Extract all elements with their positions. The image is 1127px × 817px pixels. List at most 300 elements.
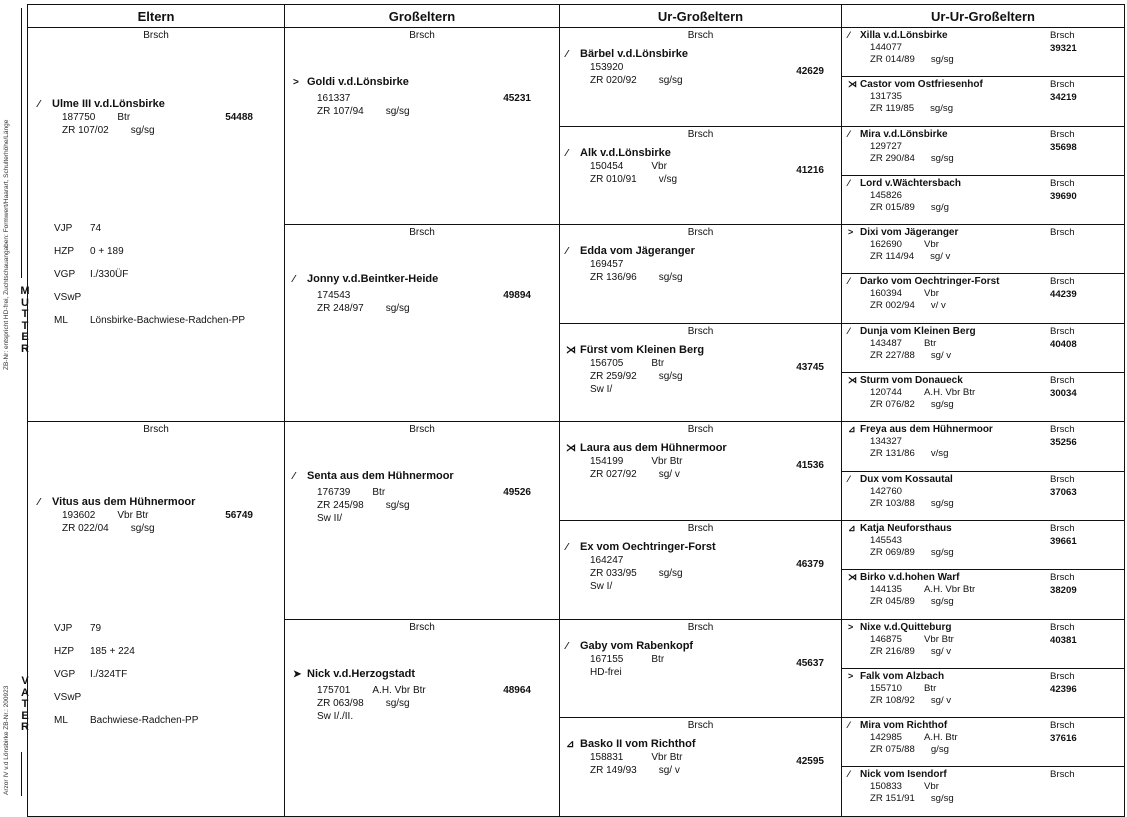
zr-number: ZR 103/88: [870, 497, 915, 509]
hd-free-line: HD-frei: [590, 666, 622, 678]
vertical-letter: T: [21, 319, 29, 332]
grandparent-card[interactable]: [285, 28, 559, 221]
reg-number: 154199: [590, 456, 624, 468]
mother-tick: [21, 8, 22, 278]
extra: Vbr: [924, 239, 939, 251]
great-grandparent-card[interactable]: [560, 225, 841, 322]
reg-number: 146875: [870, 633, 903, 645]
hd-number: 38209: [1050, 585, 1077, 597]
vertical-letter: T: [21, 308, 29, 320]
sw-line: Sw I/: [590, 383, 613, 395]
grandparent-cell: [285, 28, 560, 225]
sex-mark-icon: ⁄: [848, 325, 850, 336]
hd-number: 49526: [503, 487, 531, 499]
hd-number: 41216: [796, 164, 824, 176]
dog-name: Xilla v.d.Lönsbirke: [860, 30, 948, 41]
zr-number: ZR 227/88: [870, 349, 915, 361]
dog-name: Ulme III v.d.Lönsbirke: [52, 98, 165, 110]
zr-number: ZR 114/94: [870, 251, 915, 263]
sex-mark-icon: ⁄: [566, 541, 568, 553]
coat: sg/sg: [930, 399, 954, 411]
coat: sg/sg: [385, 697, 410, 709]
dog-name: Darko vom Oechtringer-Forst: [860, 276, 1000, 288]
hd-number: 42396: [1050, 683, 1077, 695]
coat: sg/ v: [930, 645, 952, 657]
reg-number: 158831: [590, 752, 624, 764]
reg-number: 145826: [870, 189, 903, 201]
reg-number: 144077: [870, 42, 903, 53]
dog-name: Vitus aus dem Hühnermoor: [52, 496, 196, 509]
sex-mark-icon: >: [293, 77, 299, 88]
dog-name: Freya aus dem Hühnermoor: [860, 424, 993, 436]
great-great-grandparent-cell: [842, 718, 1125, 767]
exam-key: VGP: [54, 669, 76, 681]
hd-number: 40381: [1050, 634, 1077, 646]
extra: Btr: [651, 653, 665, 665]
hd-number: 42629: [796, 66, 824, 77]
great-great-grandparent-cell: [842, 570, 1125, 619]
coat: sg/sg: [930, 103, 954, 115]
coat: sg/sg: [385, 106, 410, 117]
zr-number: ZR 076/82: [870, 399, 915, 411]
great-grandparent-card[interactable]: [560, 521, 841, 618]
hd-number: 56749: [225, 510, 253, 522]
sex-mark-icon: ⋊: [566, 344, 576, 356]
coat: sg/sg: [930, 497, 954, 509]
breed-label: Brsch: [687, 424, 714, 436]
breed-label: Brsch: [409, 30, 435, 41]
great-grandparent-card[interactable]: [560, 127, 841, 224]
great-grandparent-cell: [560, 28, 842, 127]
great-great-grandparent-card[interactable]: [842, 77, 1124, 125]
exam-key: ML: [54, 715, 68, 727]
hd-number: 35698: [1050, 141, 1077, 153]
breed-label: Brsch: [687, 227, 714, 239]
exam-key: VJP: [54, 223, 73, 234]
hd-number: 43745: [796, 361, 824, 373]
zr-number: ZR 107/94: [317, 106, 364, 117]
sex-mark-icon: >: [848, 670, 854, 681]
vertical-letter: E: [21, 709, 29, 722]
reg-number: 193602: [62, 510, 96, 522]
zr-number: ZR 002/94: [870, 300, 915, 312]
breed-label: Brsch: [1050, 30, 1075, 41]
dog-entry: [566, 640, 828, 679]
coat: sg/ v: [930, 349, 952, 361]
dog-entry: [566, 146, 828, 185]
hd-number: 49894: [503, 290, 531, 302]
father-tick: [21, 752, 22, 796]
breed-label: Brsch: [1050, 177, 1075, 189]
zr-number: ZR 069/89: [870, 546, 915, 558]
sex-mark-icon: ⁄: [293, 471, 295, 483]
reg-number: 176739: [317, 487, 351, 499]
grandparent-cell: [285, 225, 560, 422]
reg-number: 144135: [870, 584, 903, 596]
dog-name: Dixi vom Jägeranger: [860, 227, 959, 239]
reg-number: 156705: [590, 357, 624, 369]
exam-line: [54, 618, 101, 639]
zr-number: ZR 022/04: [62, 523, 109, 535]
exam-block: [54, 218, 279, 333]
hd-number: 45231: [503, 93, 531, 104]
reg-number: 150454: [590, 160, 624, 172]
great-great-grandparent-card[interactable]: [842, 127, 1124, 175]
sex-mark-icon: ⁄: [566, 246, 568, 258]
parent-card[interactable]: [28, 28, 284, 414]
breed-label: Brsch: [143, 424, 169, 436]
coat: sg/ v: [658, 469, 680, 481]
breed-label: Brsch: [687, 522, 714, 534]
great-great-grandparent-cell: [842, 28, 1125, 77]
breed-label: Brsch: [1050, 325, 1075, 337]
dog-entry: [566, 48, 828, 86]
breed-label: Brsch: [1050, 128, 1075, 140]
coat: sg/sg: [385, 303, 410, 315]
hd-number: 37063: [1050, 486, 1077, 498]
dog-name: Nick vom Isendorf: [860, 769, 947, 781]
dog-name: Dux vom Kossautal: [860, 473, 953, 485]
breed-label: Brsch: [409, 227, 435, 239]
extra: Vbr Btr: [651, 456, 683, 468]
great-great-grandparent-card[interactable]: [842, 620, 1124, 668]
exam-key: VSwP: [54, 692, 82, 704]
sex-mark-icon: ⁄: [848, 30, 850, 40]
dog-entry: [293, 668, 543, 723]
dog-name: Sturm vom Donaueck: [860, 375, 963, 387]
extra: Btr: [924, 682, 937, 694]
dog-name: Birko v.d.hohen Warf: [860, 572, 960, 584]
sex-mark-icon: ⁄: [848, 720, 850, 731]
coat: sg/sg: [930, 793, 954, 805]
coat: sg/sg: [385, 500, 410, 512]
reg-number: 174543: [317, 290, 351, 302]
exam-line: [54, 687, 90, 708]
dog-entry: [293, 273, 543, 315]
father-note-text: Arzor IV v.d Lönsbirke ZB-Nr.: 200923: [3, 685, 10, 795]
exam-key: ML: [54, 315, 68, 326]
reg-number: 162690: [870, 239, 903, 251]
mother-note-text: ZB-Nr: entspricht HD-frei, Zuchtschauangaben: Formwert/Haarart, Schulterhöhe/Länge: [3, 119, 10, 370]
exam-value: I./330ÜF: [90, 269, 129, 280]
hd-number: 34219: [1050, 92, 1077, 104]
sex-mark-icon: >: [848, 621, 854, 632]
zr-number: ZR 119/85: [870, 103, 915, 115]
dog-name: Nick v.d.Herzogstadt: [307, 667, 415, 680]
breed-label: Brsch: [1050, 227, 1075, 239]
great-great-grandparent-card[interactable]: [842, 718, 1124, 766]
exam-key: HZP: [54, 246, 74, 257]
parent-card[interactable]: [28, 422, 284, 808]
sex-mark-icon: ⋊: [848, 375, 857, 386]
great-great-grandparent-card[interactable]: [842, 176, 1124, 224]
side-note-father: [0, 410, 22, 796]
exam-line: [54, 664, 127, 685]
sw-line: Sw I/: [590, 580, 613, 592]
dog-entry: [566, 245, 828, 284]
great-great-grandparent-card[interactable]: [842, 28, 1124, 76]
great-great-grandparent-cell: [842, 619, 1125, 668]
great-grandparent-card[interactable]: [560, 620, 841, 717]
extra: Btr: [117, 112, 131, 123]
exam-line: [54, 710, 198, 731]
hd-number: 30034: [1050, 388, 1077, 400]
coat: sg/sg: [658, 75, 683, 86]
breed-label: Brsch: [687, 621, 714, 633]
great-great-grandparent-cell: [842, 175, 1125, 224]
coat: sg/sg: [930, 546, 954, 558]
dog-name: Dunja vom Kleinen Berg: [860, 325, 976, 337]
great-grandparent-cell: [560, 422, 842, 521]
great-great-grandparent-card[interactable]: [842, 274, 1124, 322]
dog-name: Katja Neuforsthaus: [860, 522, 952, 534]
coat: sg/sg: [658, 272, 683, 284]
header-row: [28, 5, 1125, 28]
extra: Vbr: [924, 288, 939, 300]
sex-mark-icon: ⋊: [566, 443, 576, 455]
great-grandparent-cell: [560, 126, 842, 225]
reg-number: 161337: [317, 93, 351, 104]
great-grandparent-cell: [560, 619, 842, 718]
dog-name: Nixe v.d.Quitteburg: [860, 621, 952, 633]
breed-label: Brsch: [1050, 572, 1075, 584]
exam-key: VSwP: [54, 292, 82, 303]
great-great-grandparent-cell: [842, 422, 1125, 471]
great-great-grandparent-card[interactable]: [842, 669, 1124, 717]
great-great-grandparent-card[interactable]: [842, 521, 1124, 569]
great-great-grandparent-cell: [842, 323, 1125, 372]
exam-value: Lönsbirke-Bachwiese-Radchen-PP: [90, 315, 246, 326]
breed-label: Brsch: [143, 30, 169, 41]
sex-mark-icon: ⊿: [566, 739, 575, 751]
dog-name: Ex vom Oechtringer-Forst: [580, 540, 716, 553]
extra: Vbr: [651, 160, 667, 172]
extra: A.H. Vbr Btr: [924, 584, 976, 596]
extra: Btr: [651, 357, 665, 369]
reg-number: 175701: [317, 684, 351, 696]
great-great-grandparent-cell: [842, 77, 1125, 126]
header-eltern: Eltern: [28, 5, 285, 28]
breed-label: Brsch: [409, 621, 435, 633]
reg-number: 120744: [870, 387, 903, 399]
sex-mark-icon: ⁄: [848, 128, 850, 139]
sex-mark-icon: ⁄: [38, 99, 40, 110]
great-great-grandparent-cell: [842, 274, 1125, 323]
dog-entry: [293, 76, 543, 118]
dog-name: Goldi v.d.Lönsbirke: [307, 76, 409, 88]
reg-number: 142985: [870, 732, 903, 744]
vertical-letter: R: [21, 342, 29, 355]
coat: sg/ v: [930, 694, 952, 706]
grandparent-card[interactable]: [285, 225, 559, 418]
great-great-grandparent-card[interactable]: [842, 422, 1124, 470]
extra: Btr: [372, 487, 386, 499]
reg-number: 160394: [870, 288, 903, 300]
zr-number: ZR 149/93: [590, 765, 637, 777]
zr-number: ZR 259/92: [590, 370, 637, 382]
header-urgrosseltern: Ur-Großeltern: [560, 5, 842, 28]
dog-name: Falk vom Alzbach: [860, 670, 945, 682]
sex-mark-icon: ⁄: [848, 276, 850, 287]
zr-number: ZR 075/88: [870, 744, 915, 756]
vertical-letter: V: [21, 675, 29, 687]
exam-line: [54, 641, 135, 662]
zr-number: ZR 151/91: [870, 793, 915, 805]
reg-number: 134327: [870, 436, 903, 448]
reg-number: 145543: [870, 534, 903, 546]
breed-label: Brsch: [1050, 720, 1075, 732]
dog-name: Alk v.d.Lönsbirke: [580, 146, 671, 159]
breed-label: Brsch: [1050, 522, 1075, 534]
great-great-grandparent-card[interactable]: [842, 570, 1124, 618]
zr-number: ZR 014/89: [870, 54, 915, 65]
grandparent-card[interactable]: [285, 620, 559, 813]
zr-number: ZR 290/84: [870, 152, 915, 164]
sex-mark-icon: ⋊: [848, 79, 857, 90]
sex-mark-icon: ⁄: [293, 274, 295, 286]
coat: sg/sg: [930, 152, 954, 164]
great-great-grandparent-cell: [842, 225, 1125, 274]
breed-label: Brsch: [687, 325, 714, 337]
extra: A.H. Vbr Btr: [924, 387, 976, 399]
zr-number: ZR 010/91: [590, 173, 637, 185]
dog-name: Gaby vom Rabenkopf: [580, 639, 694, 652]
zr-number: ZR 131/86: [870, 448, 915, 460]
breed-label: Brsch: [687, 128, 714, 140]
extra: Vbr Btr: [117, 510, 149, 522]
exam-value: 0 + 189: [90, 246, 124, 257]
extra: Vbr Btr: [651, 752, 683, 764]
great-grandparent-card[interactable]: [560, 422, 841, 519]
great-great-grandparent-card[interactable]: [842, 472, 1124, 520]
great-grandparent-card[interactable]: [560, 324, 841, 421]
hd-number: 39321: [1050, 43, 1077, 54]
dog-entry: [293, 470, 543, 525]
great-grandparent-card[interactable]: [560, 718, 841, 815]
sex-mark-icon: ⁄: [848, 473, 850, 484]
coat: sg/sg: [658, 370, 683, 382]
great-great-grandparent-cell: [842, 373, 1125, 422]
pedigree-row: [28, 28, 1125, 77]
sex-mark-icon: ⁄: [848, 769, 850, 780]
breed-label: Brsch: [1050, 670, 1075, 682]
zr-number: ZR 108/92: [870, 694, 915, 706]
exam-block: [54, 618, 279, 733]
reg-number: 129727: [870, 140, 903, 152]
hd-number: 45637: [796, 657, 824, 669]
breed-label: Brsch: [1050, 276, 1075, 288]
hd-number: 44239: [1050, 289, 1077, 301]
great-great-grandparent-card[interactable]: [842, 373, 1124, 421]
dog-entry: [38, 98, 273, 137]
great-great-grandparent-cell: [842, 471, 1125, 520]
great-great-grandparent-cell: [842, 520, 1125, 569]
breed-label: Brsch: [1050, 424, 1075, 436]
great-great-grandparent-card[interactable]: [842, 324, 1124, 372]
vertical-letter: R: [21, 721, 29, 733]
exam-line: [54, 287, 90, 308]
zr-number: ZR 245/98: [317, 500, 364, 512]
hd-number: 48964: [503, 684, 531, 696]
parent-cell: [28, 28, 285, 422]
zr-number: ZR 107/02: [62, 125, 109, 136]
coat: sg/sg: [130, 125, 155, 136]
exam-line: [54, 241, 124, 262]
coat: sg/ v: [930, 251, 951, 263]
great-great-grandparent-card[interactable]: [842, 225, 1124, 273]
hd-number: 39690: [1050, 190, 1077, 202]
sex-mark-icon: ⁄: [566, 49, 568, 60]
great-grandparent-card[interactable]: [560, 28, 841, 125]
dog-entry: [566, 343, 828, 395]
exam-value: 74: [90, 223, 102, 234]
great-great-grandparent-card[interactable]: [842, 767, 1124, 815]
exam-line: [54, 264, 128, 285]
extra: Vbr: [924, 781, 939, 793]
dog-name: Laura aus dem Hühnermoor: [580, 442, 727, 455]
great-grandparent-cell: [560, 225, 842, 324]
coat: v/sg: [930, 448, 949, 460]
exam-key: VJP: [54, 623, 73, 635]
great-grandparent-cell: [560, 323, 842, 422]
reg-number: 155710: [870, 682, 903, 694]
zr-number: ZR 020/92: [590, 75, 637, 86]
zr-number: ZR 045/89: [870, 596, 915, 608]
exam-line: [54, 310, 245, 331]
dog-name: Senta aus dem Hühnermoor: [307, 470, 454, 483]
reg-number: 187750: [62, 112, 96, 123]
sex-mark-icon: ⁄: [848, 177, 850, 188]
exam-line: [54, 218, 101, 239]
great-grandparent-cell: [560, 520, 842, 619]
sex-mark-icon: ⊿: [848, 522, 856, 533]
dog-name: Bärbel v.d.Lönsbirke: [580, 48, 688, 60]
header-grosseltern: Großeltern: [285, 5, 560, 28]
dog-entry: [566, 738, 828, 777]
vertical-letter: E: [21, 331, 29, 343]
hd-number: 40408: [1050, 338, 1077, 350]
zr-number: ZR 015/89: [870, 201, 915, 213]
coat: v/sg: [658, 173, 678, 185]
vertical-letter: T: [21, 698, 29, 710]
great-grandparent-cell: [560, 718, 842, 817]
sex-mark-icon: ⁄: [566, 640, 568, 652]
zr-number: ZR 248/97: [317, 303, 364, 315]
dog-name: Lord v.Wächtersbach: [860, 177, 961, 189]
sex-mark-icon: ➤: [293, 668, 302, 680]
great-great-grandparent-cell: [842, 767, 1125, 816]
grandparent-card[interactable]: [285, 422, 559, 615]
reg-number: 150833: [870, 781, 903, 793]
coat: sg/sg: [930, 54, 954, 65]
pedigree-table: [27, 4, 1125, 817]
dog-name: Mira vom Richthof: [860, 720, 948, 732]
reg-number: 167155: [590, 653, 624, 665]
sw-line: Sw I/./II.: [317, 710, 354, 722]
dog-name: Edda vom Jägeranger: [580, 245, 695, 258]
vertical-letter: U: [21, 296, 29, 309]
hd-number: 41536: [796, 460, 824, 472]
dog-entry: [566, 540, 828, 592]
coat: sg/ v: [658, 765, 680, 777]
breed-label: Brsch: [687, 720, 714, 732]
exam-key: HZP: [54, 646, 74, 658]
header-ururgrosseltern: Ur-Ur-Großeltern: [842, 5, 1125, 28]
breed-label: Brsch: [687, 30, 714, 41]
dog-name: Fürst vom Kleinen Berg: [580, 343, 705, 356]
great-great-grandparent-cell: [842, 668, 1125, 717]
hd-number: 37616: [1050, 733, 1077, 745]
